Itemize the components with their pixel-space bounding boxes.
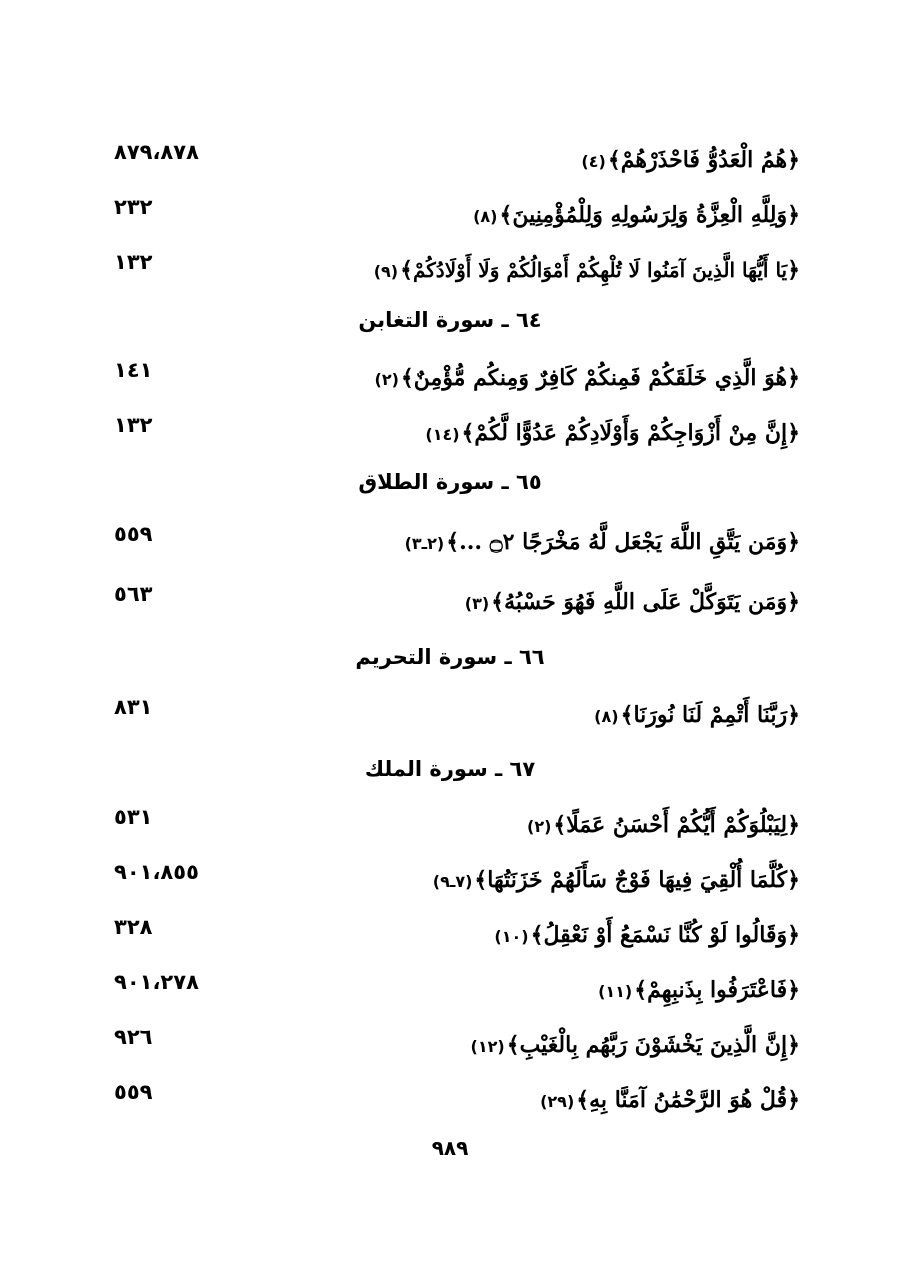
verse-line: [538, 1080, 800, 1122]
page-references: ٥٦٣: [114, 582, 153, 606]
page-references: ٨٧٩،٨٧٨: [114, 140, 199, 164]
surah-heading: ٦٥ ـ سورة الطلاق: [358, 470, 542, 494]
verse-text: رَبَّنَا أَتْمِمْ لَنَا نُورَنَا: [633, 702, 788, 728]
page-number: ٩٨٩: [431, 1136, 469, 1160]
page-references: ٥٥٩: [114, 522, 153, 546]
verse-line: [373, 358, 801, 400]
ornate-bracket-close: ﴾: [446, 529, 460, 555]
ornate-bracket-open: ﴿: [787, 529, 800, 555]
verse-number: (٢): [527, 817, 552, 836]
verse-entry: [100, 695, 800, 743]
verse-text: يَا أَيُّهَا الَّذِينَ آمَنُوا لَا تُلْهِكُمْ أَمْوَالُكُمْ وَلَا أَوْلَادُكُمْ: [412, 258, 788, 282]
ornate-bracket-close: ﴾: [530, 922, 544, 948]
page-references: ٩٢٦: [114, 1025, 153, 1049]
verse-number: (١٤): [425, 425, 460, 444]
verse-entry: [100, 970, 800, 1018]
ornate-bracket-open: ﴿: [787, 922, 800, 948]
verse-number: (٣): [464, 594, 490, 613]
ornate-bracket-open: ﴿: [787, 257, 800, 283]
verse-entry: [100, 250, 800, 298]
verse-line: [463, 582, 800, 624]
ornate-bracket-close: ﴾: [491, 589, 505, 615]
ornate-bracket-close: ﴾: [461, 420, 475, 446]
verse-entry: [100, 522, 800, 570]
page-references: ٥٥٩: [114, 1080, 153, 1104]
page-references: ٩٠١،٨٥٥: [114, 860, 199, 884]
ornate-bracket-close: ﴾: [400, 257, 413, 283]
surah-heading: ٦٤ ـ سورة التغابن: [358, 308, 542, 332]
verse-text: لِيَبْلُوَكُمْ أَيُّكُمْ أَحْسَنُ عَمَلًا: [566, 812, 788, 838]
verse-text: وَمَن يَتَّقِ اللَّهَ يَجْعَل لَّهُ مَخْرَجًا ۝٢ ...: [459, 529, 788, 555]
ornate-bracket-close: ﴾: [400, 365, 414, 391]
verse-line: [492, 915, 800, 957]
verse-text: فَاعْتَرَفُوا بِذَنبِهِمْ: [647, 977, 788, 1003]
verse-entry: [100, 915, 800, 963]
ornate-bracket-open: ﴿: [787, 1087, 800, 1113]
ornate-bracket-open: ﴿: [787, 812, 800, 838]
page-references: ٢٣٢: [114, 195, 153, 219]
verse-entry: [100, 860, 800, 908]
ornate-bracket-close: ﴾: [620, 702, 634, 728]
ornate-bracket-open: ﴿: [787, 589, 800, 615]
ornate-bracket-close: ﴾: [499, 202, 513, 228]
verse-line: [469, 1025, 800, 1067]
verse-line: [579, 140, 800, 182]
verse-text: إِنَّ الَّذِينَ يَخْشَوْنَ رَبَّهُم بِالْغَيْبِ: [519, 1032, 788, 1058]
ornate-bracket-open: ﴿: [787, 702, 800, 728]
verse-entry: [100, 582, 800, 630]
verse-number: (٢): [374, 370, 399, 389]
verse-text: وَلِلَّهِ الْعِزَّةُ وَلِرَسُولِهِ وَلِلْمُؤْمِنِينَ: [512, 202, 788, 228]
ornate-bracket-close: ﴾: [474, 867, 488, 893]
verse-entry: [100, 413, 800, 461]
ornate-bracket-close: ﴾: [553, 812, 567, 838]
verse-number: (١٠): [494, 927, 529, 946]
ornate-bracket-open: ﴿: [787, 420, 800, 446]
verse-line: [403, 522, 800, 564]
verse-entry: [100, 1025, 800, 1073]
page-references: ٣٢٨: [114, 915, 153, 939]
verse-entry: [100, 1080, 800, 1128]
verse-number: (١١): [598, 982, 633, 1001]
page-references: ٨٣١: [114, 695, 153, 719]
page-references: ١٣٢: [114, 250, 153, 274]
ornate-bracket-close: ﴾: [607, 147, 621, 173]
verse-number: (٨): [594, 707, 619, 726]
verse-number: (٩): [373, 262, 399, 281]
page-references: ٥٣١: [114, 805, 153, 829]
page-references: ٩٠١،٢٧٨: [114, 970, 199, 994]
verse-number: (٢٩): [540, 1092, 575, 1111]
verse-text: وَقَالُوا لَوْ كُنَّا نَسْمَعُ أَوْ نَعْقِلُ: [543, 922, 788, 948]
verse-entry: [100, 805, 800, 853]
ornate-bracket-open: ﴿: [787, 977, 800, 1003]
verse-line: [423, 413, 800, 455]
verse-line: [592, 695, 800, 737]
verse-entry: [100, 358, 800, 406]
verse-entry: [100, 140, 800, 188]
verse-line: [525, 805, 800, 847]
surah-heading: ٦٦ ـ سورة التحريم: [355, 645, 545, 669]
verse-text: كُلَّمَا أُلْقِيَ فِيهَا فَوْجٌ سَأَلَهُمْ خَزَنَتُهَا: [487, 867, 788, 893]
ornate-bracket-open: ﴿: [787, 867, 800, 893]
verse-number: (٧ـ٩): [432, 872, 473, 891]
ornate-bracket-open: ﴿: [787, 365, 800, 391]
verse-text: هُمُ الْعَدُوُّ فَاحْذَرْهُمْ: [620, 147, 788, 173]
ornate-bracket-open: ﴿: [787, 202, 800, 228]
ornate-bracket-open: ﴿: [787, 1032, 800, 1058]
verse-text: هُوَ الَّذِي خَلَقَكُمْ فَمِنكُمْ كَافِرٌ وَمِنكُم مُّؤْمِنٌ: [413, 365, 788, 391]
verse-line: [596, 970, 800, 1012]
verse-line: [431, 860, 800, 902]
ornate-bracket-open: ﴿: [787, 147, 800, 173]
ornate-bracket-close: ﴾: [634, 977, 648, 1003]
ornate-bracket-close: ﴾: [506, 1032, 520, 1058]
page-references: ١٤١: [114, 358, 153, 382]
verse-text: قُلْ هُوَ الرَّحْمَٰنُ آمَنَّا بِهِ: [589, 1087, 788, 1113]
page-references: ١٣٢: [114, 413, 153, 437]
verse-line: [372, 250, 800, 292]
surah-heading: ٦٧ ـ سورة الملك: [364, 757, 536, 781]
verse-text: إِنَّ مِنْ أَزْوَاجِكُمْ وَأَوْلَادِكُمْ عَدُوًّا لَّكُمْ: [474, 420, 788, 446]
verse-text: وَمَن يَتَوَكَّلْ عَلَى اللَّهِ فَهُوَ حَسْبُهُ: [504, 589, 788, 615]
verse-number: (٢ـ٣): [404, 534, 445, 553]
verse-number: (٨): [473, 207, 498, 226]
verse-number: (٤): [581, 152, 606, 171]
verse-line: [471, 195, 800, 237]
ornate-bracket-close: ﴾: [576, 1087, 590, 1113]
verse-number: (١٢): [470, 1037, 505, 1056]
verse-entry: [100, 195, 800, 243]
